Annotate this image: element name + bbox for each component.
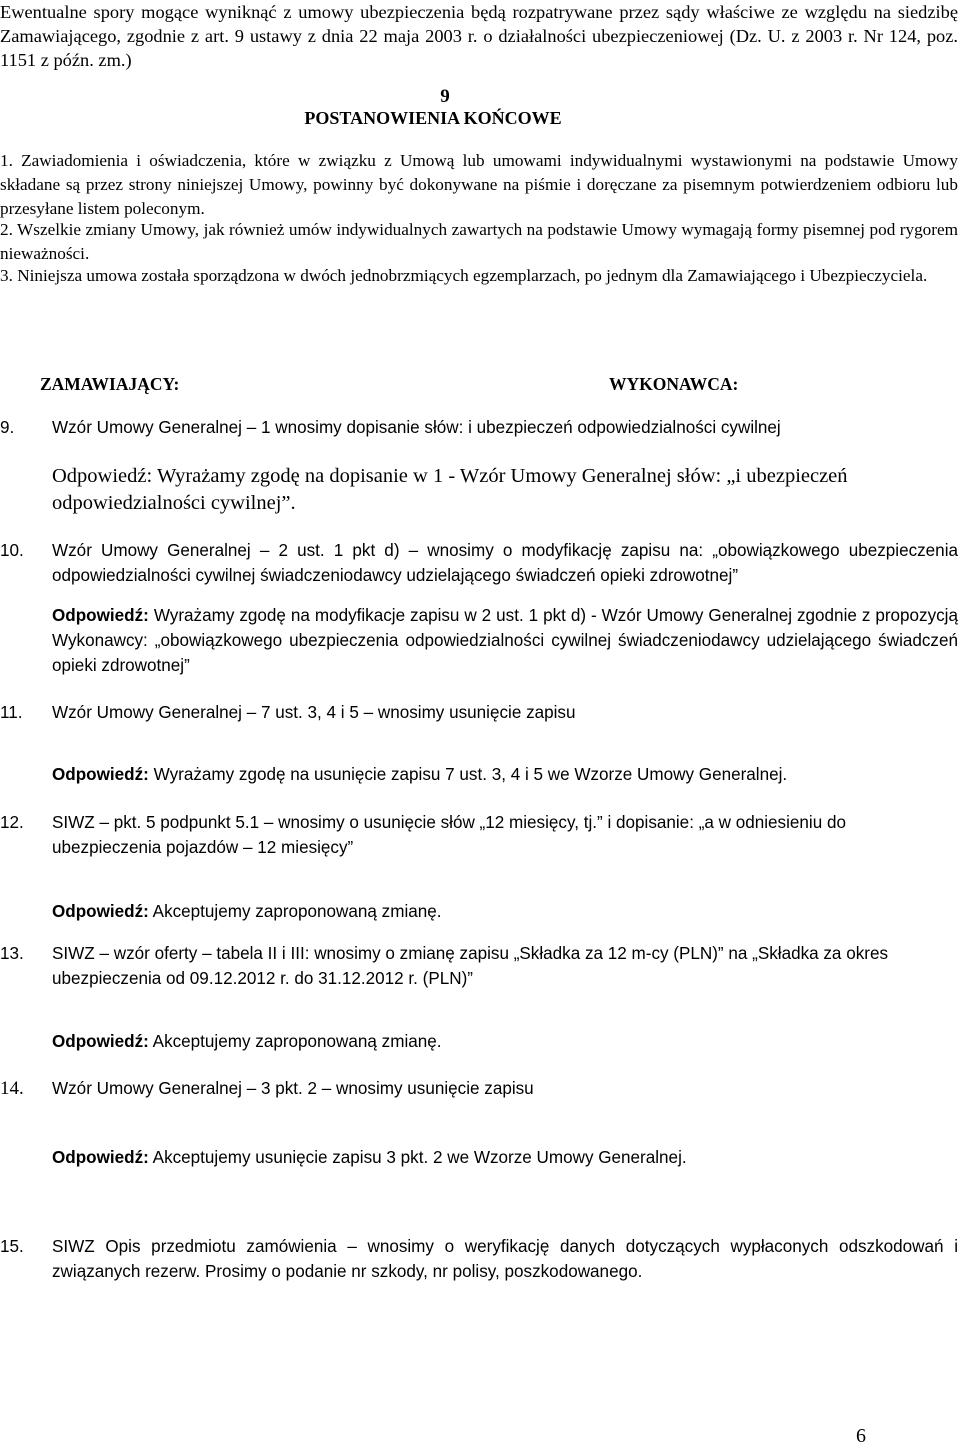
- question-number: 9.: [0, 418, 15, 437]
- answer-label: Odpowiedź:: [52, 765, 149, 784]
- question-number: 15.: [0, 1237, 24, 1256]
- final-provision-3: 3. Niniejsza umowa została sporządzona w dwóch jednobrzmiących egzemplarzach, po jednym dla Zamawiającego i Ubezpieczyciela.: [0, 266, 928, 285]
- question-text: SIWZ – pkt. 5 podpunkt 5.1 – wnosimy o usunięcie słów „12 miesięcy, tj.” i dopisanie: „a w odniesieniu do ubezpieczenia pojazdów – 12 miesięcy”: [52, 813, 846, 857]
- answer-text: Wyrażamy zgodę na usunięcie zapisu 7 ust. 3, 4 i 5 we Wzorze Umowy Generalnej.: [153, 765, 788, 784]
- final-provision-1: 1. Zawiadomienia i oświadczenia, które w związku z Umową lub umowami indywidualnymi wystawionymi na podstawie Umowy składane są przez strony niniejszej Umowy, powinny być dokonywane na piśmie i doręczane za pisemnym potwierdzeniem odbioru lub przesyłane listem poleconym.: [0, 151, 958, 218]
- question-text: SIWZ Opis przedmiotu zamówienia – wnosimy o weryfikację danych dotyczących wypłaconych odszkodowań i związanych rezerw. Prosimy o podanie nr szkody, nr polisy, poszkodowanego.: [52, 1237, 958, 1281]
- answer-9: [52, 463, 912, 517]
- question-13: [0, 941, 958, 991]
- final-provision-2: 2. Wszelkie zmiany Umowy, jak również umów indywidualnych zawartych na podstawie Umowy wymagają formy pisemnej pod rygorem nieważności.: [0, 220, 958, 263]
- question-text: Wzór Umowy Generalnej – 1 wnosimy dopisanie słów: i ubezpieczeń odpowiedzialności cywilnej: [52, 418, 781, 437]
- answer-text: Akceptujemy zaproponowaną zmianę.: [152, 902, 442, 921]
- question-text: Wzór Umowy Generalnej – 7 ust. 3, 4 i 5 – wnosimy usunięcie zapisu: [52, 703, 576, 722]
- question-9: [0, 415, 930, 440]
- answer-label: Odpowiedź:: [52, 902, 149, 921]
- section-number: 9: [440, 86, 450, 107]
- signature-contractor: WYKONAWCA:: [609, 374, 739, 394]
- answer-label: Odpowiedź:: [52, 465, 153, 487]
- question-12: [0, 810, 958, 860]
- answer-11: [52, 762, 932, 787]
- answer-text: Wyrażamy zgodę na modyfikacje zapisu w 2 ust. 1 pkt d) - Wzór Umowy Generalnej zgodnie z propozycją Wykonawcy: „obowiązkowego ubezpieczenia odpowiedzialności cywilnej świadczeniodawcy udzielającego świadczeń opieki zdrowotnej”: [52, 606, 958, 675]
- question-15: [0, 1234, 958, 1284]
- answer-13: [52, 1029, 932, 1054]
- question-number: 13.: [0, 944, 24, 963]
- intro-paragraph: Ewentualne spory mogące wyniknąć z umowy ubezpieczenia będą rozpatrywane przez sądy właściwe ze względu na siedzibę Zamawiającego, zgodnie z art. 9 ustawy z dnia 22 maja 2003 r. o działalności ubezpieczeniowej (Dz. U. z 2003 r. Nr 124, poz. 1151 z późn. zm.): [0, 2, 958, 70]
- question-11: [0, 700, 900, 725]
- answer-12: [52, 899, 932, 924]
- question-14: [0, 1076, 900, 1101]
- question-10: [0, 538, 958, 588]
- answer-text: Akceptujemy zaproponowaną zmianę.: [152, 1032, 442, 1051]
- page-number: 6: [856, 1425, 866, 1447]
- answer-14: [52, 1145, 932, 1170]
- question-text: Wzór Umowy Generalnej – 3 pkt. 2 – wnosimy usunięcie zapisu: [52, 1079, 534, 1098]
- answer-label: Odpowiedź:: [52, 1148, 149, 1167]
- question-number: 14.: [0, 1078, 24, 1099]
- question-text: Wzór Umowy Generalnej – 2 ust. 1 pkt d) – wnosimy o modyfikację zapisu na: „obowiązkowego ubezpieczenia odpowiedzialności cywilnej świadczeniodawcy udzielającego świadczeń opieki zdrowotnej”: [52, 541, 958, 585]
- answer-label: Odpowiedź:: [52, 606, 149, 625]
- answer-text: Wyrażamy zgodę na dopisanie w 1 - Wzór Umowy Generalnej słów: „i ubezpieczeń odpowiedzialności cywilnej”.: [52, 465, 848, 514]
- question-number: 10.: [0, 541, 24, 560]
- answer-label: Odpowiedź:: [52, 1032, 149, 1051]
- question-text: SIWZ – wzór oferty – tabela II i III: wnosimy o zmianę zapisu „Składka za 12 m-cy (PLN)” na „Składka za okres ubezpieczenia od 09.12.2012 r. do 31.12.2012 r. (PLN)”: [52, 944, 888, 988]
- question-number: 11.: [0, 703, 23, 722]
- question-number: 12.: [0, 813, 24, 832]
- answer-10: [52, 603, 958, 678]
- signature-contracting-party: ZAMAWIAJĄCY:: [40, 374, 180, 394]
- answer-text: Akceptujemy usunięcie zapisu 3 pkt. 2 we Wzorze Umowy Generalnej.: [152, 1148, 687, 1167]
- section-title: POSTANOWIENIA KOŃCOWE: [304, 108, 562, 128]
